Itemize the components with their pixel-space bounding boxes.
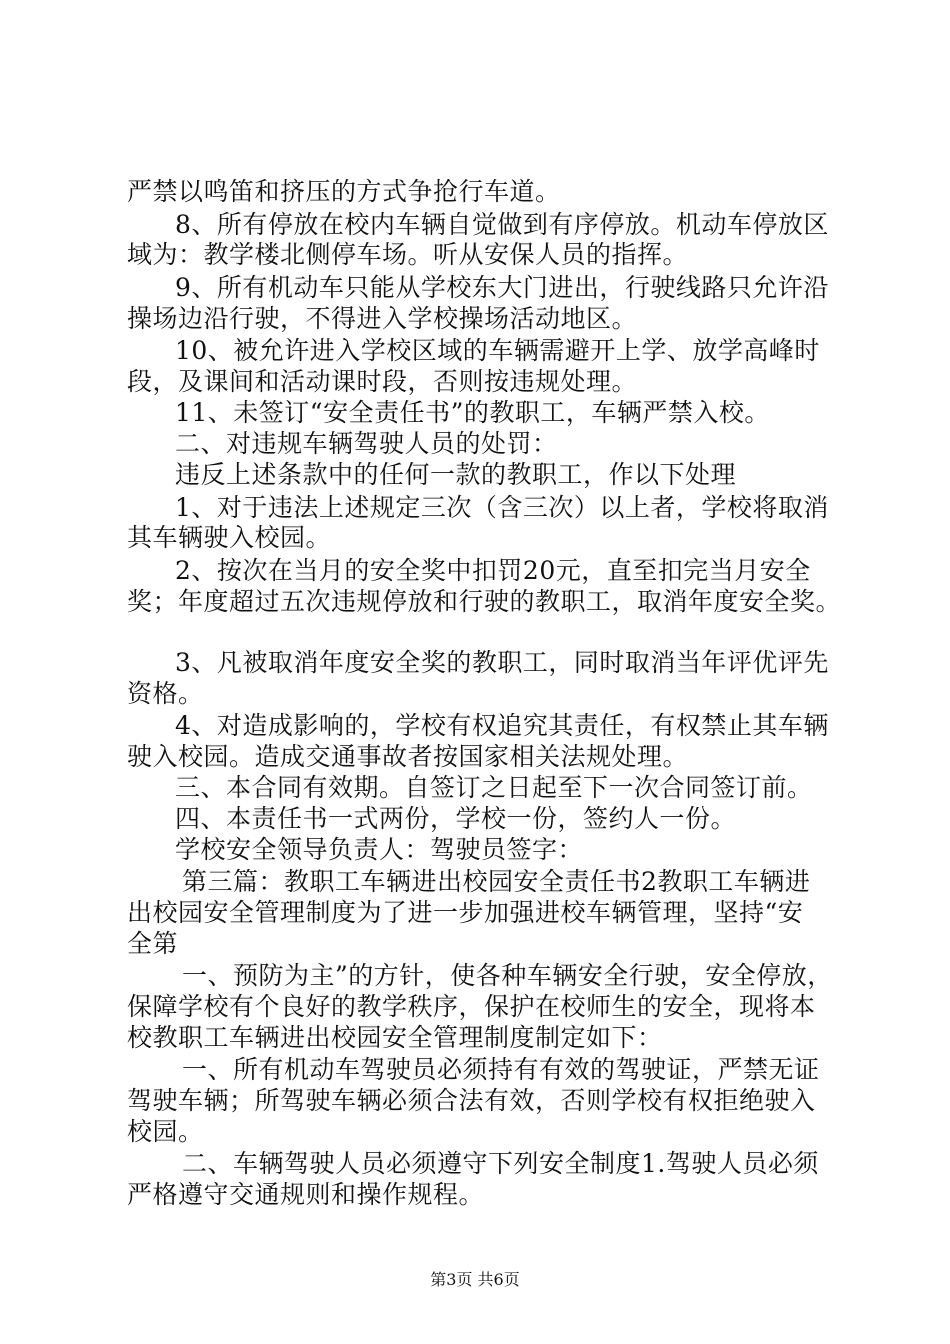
text-line: 严禁以鸣笛和挤压的方式争抢行车道。: [127, 177, 561, 206]
text-line: 一、所有机动车驾驶员必须持有有效的驾驶证，严禁无证: [182, 1055, 820, 1084]
text-line: 其车辆驶入校园。: [127, 523, 332, 552]
text-line: 9、所有机动车只能从学校东大门进出，行驶线路只允许沿: [175, 273, 829, 302]
signature-line: 学校安全领导负责人：驾驶员签字：: [175, 835, 584, 864]
text-line: 4、对造成影响的，学校有权追究其责任，有权禁止其车辆: [175, 711, 829, 740]
text-line: 第三篇：教职工车辆进出校园安全责任书2教职工车辆进: [182, 867, 811, 896]
page-number-footer: 第3页 共6页: [430, 1270, 520, 1289]
text-line: 域为：教学楼北侧停车场。听从安保人员的指挥。: [127, 240, 689, 269]
text-line: 违反上述条款中的任何一款的教职工，作以下处理: [175, 460, 737, 489]
text-line: 资格。: [127, 679, 204, 708]
text-line: 驾驶车辆；所驾驶车辆必须合法有效，否则学校有权拒绝驶入: [127, 1086, 816, 1115]
text-line: 全第: [127, 929, 179, 958]
text-line: 一、预防为主”的方针，使各种车辆安全行驶，安全停放，: [182, 961, 833, 990]
text-line: 严格遵守交通规则和操作规程。: [127, 1180, 485, 1209]
text-line: 10、被允许进入学校区域的车辆需避开上学、放学高峰时: [175, 336, 820, 365]
text-line: 1、对于违法上述规定三次（含三次）以上者，学校将取消: [175, 493, 829, 522]
text-line: 11、未签订“安全责任书”的教职工，车辆严禁入校。: [175, 398, 770, 427]
text-line: 保障学校有个良好的教学秩序，保护在校师生的安全，现将本: [127, 992, 816, 1021]
text-line: 校园。: [127, 1117, 204, 1146]
text-line: 奖；年度超过五次违规停放和行驶的教职工，取消年度安全奖。: [127, 587, 842, 616]
text-line: 段，及课间和活动课时段，否则按违规处理。: [127, 367, 638, 396]
text-line: 二、车辆驾驶人员必须遵守下列安全制度1.驾驶人员必须: [182, 1149, 819, 1178]
text-line: 3、凡被取消年度安全奖的教职工，同时取消当年评优评先: [175, 648, 829, 677]
text-line: 操场边沿行驶，不得进入学校操场活动地区。: [127, 304, 638, 333]
text-line: 2、按次在当月的安全奖中扣罚20元，直至扣完当月安全: [175, 556, 811, 585]
section-heading: 三、本合同有效期。自签订之日起至下一次合同签订前。: [175, 773, 813, 802]
text-line: 8、所有停放在校内车辆自觉做到有序停放。机动车停放区: [175, 210, 829, 239]
section-heading: 四、本责任书一式两份，学校一份，签约人一份。: [175, 804, 737, 833]
text-line: 出校园安全管理制度为了进一步加强进校车辆管理，坚持“安: [127, 898, 804, 927]
text-line: 驶入校园。造成交通事故者按国家相关法规处理。: [127, 742, 689, 771]
text-line: 校教职工车辆进出校园安全管理制度制定如下：: [127, 1023, 663, 1052]
section-heading: 二、对违规车辆驾驶人员的处罚：: [175, 429, 558, 458]
